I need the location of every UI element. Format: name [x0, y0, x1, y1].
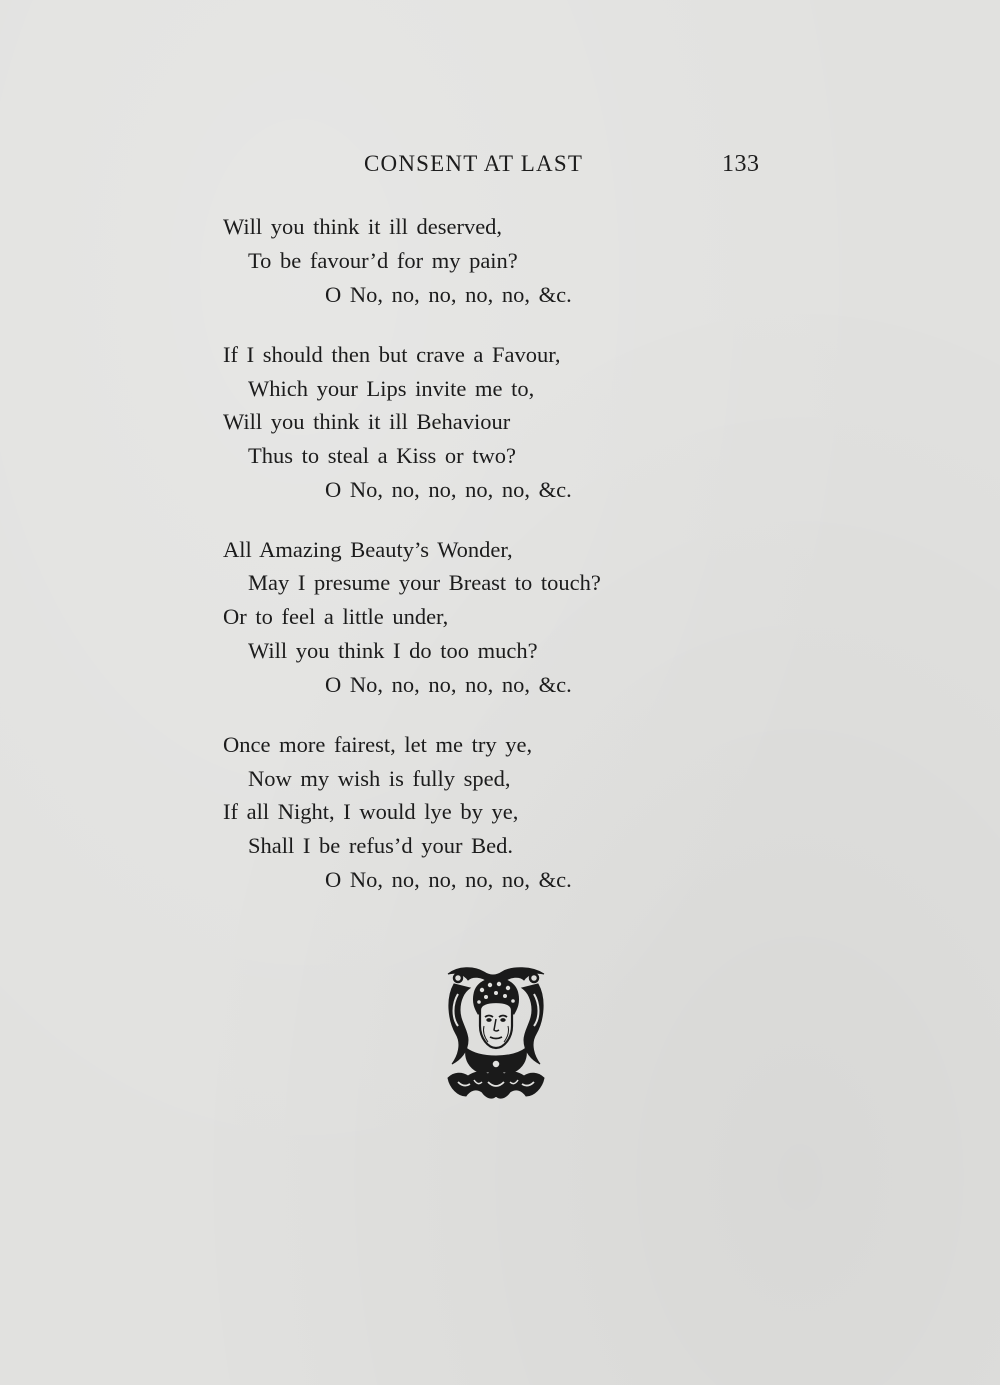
page-number: 133 — [722, 151, 760, 177]
running-head — [0, 151, 1000, 185]
verse-line: Which your Lips invite me to, — [248, 376, 535, 401]
verse-line: Once more fairest, let me try ye, — [223, 732, 533, 757]
verse-line: All Amazing Beauty’s Wonder, — [223, 537, 513, 562]
refrain-line: O No, no, no, no, no, &c. — [325, 867, 572, 892]
verse-line: Will you think it ill deserved, — [223, 214, 503, 239]
refrain-line: O No, no, no, no, no, &c. — [325, 477, 572, 502]
verse-line: If I should then but crave a Favour, — [223, 342, 561, 367]
verse-line: To be favour’d for my pain? — [248, 248, 518, 273]
verse-line: Now my wish is fully sped, — [248, 766, 511, 791]
verse-line: Or to feel a little under, — [223, 604, 449, 629]
verse-line: Shall I be refus’d your Bed. — [248, 833, 513, 858]
verse-line: May I presume your Breast to touch? — [248, 570, 601, 595]
verse-line: Thus to steal a Kiss or two? — [248, 443, 516, 468]
refrain-line: O No, no, no, no, no, &c. — [325, 672, 572, 697]
verse-line: Will you think it ill Behaviour — [223, 409, 511, 434]
refrain-line: O No, no, no, no, no, &c. — [325, 282, 572, 307]
running-title: CONSENT AT LAST — [364, 151, 584, 176]
verse-line: If all Night, I would lye by ye, — [223, 799, 519, 824]
verse-line: Will you think I do too much? — [248, 638, 538, 663]
mask-head-ornament-icon — [444, 964, 548, 1102]
